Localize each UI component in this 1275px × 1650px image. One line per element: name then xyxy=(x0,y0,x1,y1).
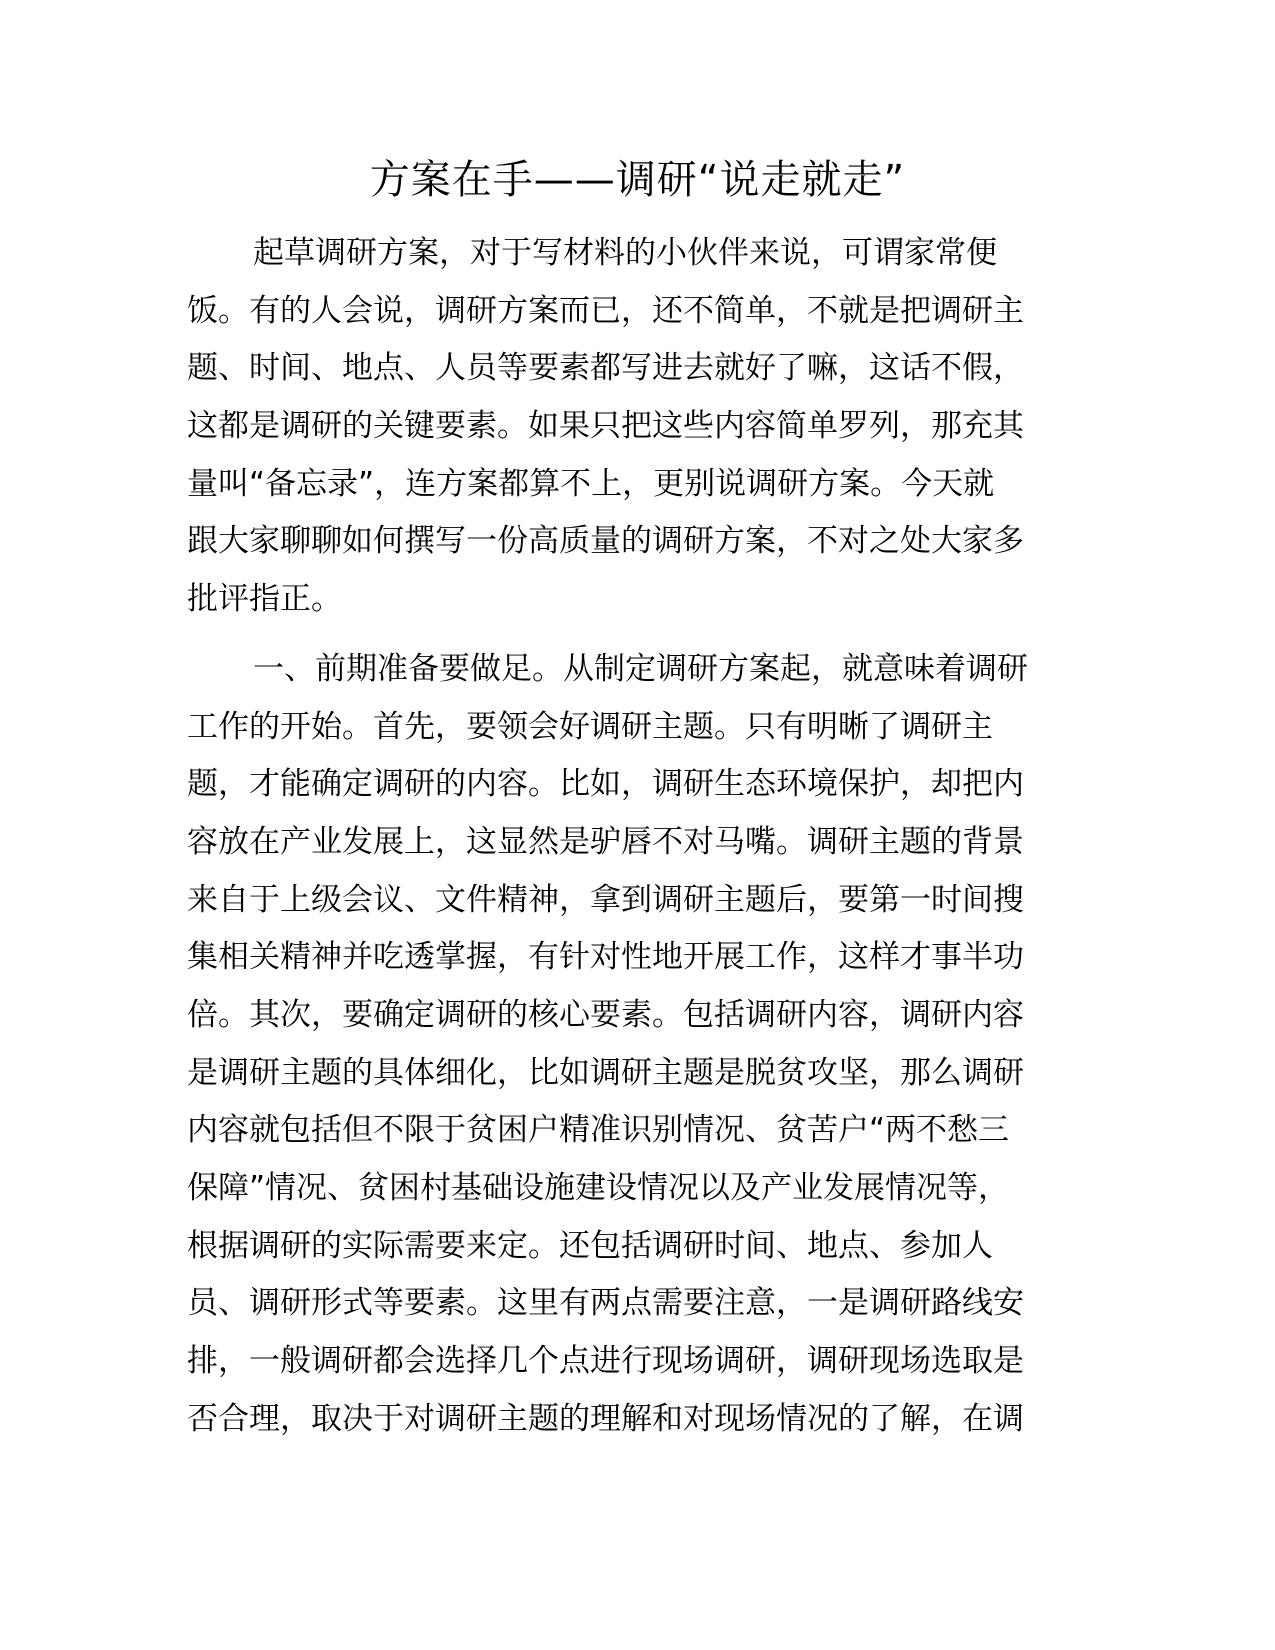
paragraph-2 xyxy=(187,641,1087,1449)
paragraph-line: 批评指正。 xyxy=(187,581,342,618)
paragraph-line: 排，一般调研都会选择几个点进行现场调研，调研现场选取是 xyxy=(187,1343,1024,1380)
paragraph-line: 量叫“备忘录”，连方案都算不上，更别说调研方案。今天就 xyxy=(187,465,995,502)
paragraph-line: 员、调研形式等要素。这里有两点需要注意，一是调研路线安 xyxy=(187,1285,1024,1322)
paragraph-1 xyxy=(187,225,1087,629)
paragraph-line: 一、前期准备要做足。从制定调研方案起，就意味着调研 xyxy=(253,650,1028,687)
paragraph-line: 题，才能确定调研的内容。比如，调研生态环境保护，却把内 xyxy=(187,766,1024,803)
paragraph-line: 工作的开始。首先，要领会好调研主题。只有明晰了调研主 xyxy=(187,708,993,745)
paragraph-line: 内容就包括但不限于贫困户精准识别情况、贫苦户“两不愁三 xyxy=(187,1112,1010,1149)
paragraph-line: 这都是调研的关键要素。如果只把这些内容简单罗列，那充其 xyxy=(187,408,1024,445)
paragraph-line: 倍。其次，要确定调研的核心要素。包括调研内容，调研内容 xyxy=(187,996,1024,1033)
paragraph-line: 起草调研方案，对于写材料的小伙伴来说，可谓家常便 xyxy=(253,235,997,271)
paragraph-line: 是调研主题的具体细化，比如调研主题是脱贫攻坚，那么调研 xyxy=(187,1054,1024,1091)
paragraph-line: 饭。有的人会说，调研方案而已，还不简单，不就是把调研主 xyxy=(187,292,1024,329)
paragraph-line: 容放在产业发展上，这显然是驴唇不对马嘴。调研主题的背景 xyxy=(187,823,1024,860)
paragraph-line: 保障”情况、贫困村基础设施建设情况以及产业发展情况等， xyxy=(187,1170,1010,1206)
paragraph-line: 根据调研的实际需要来定。还包括调研时间、地点、参加人 xyxy=(187,1227,993,1264)
document-body xyxy=(187,225,1087,1448)
paragraph-line: 否合理，取决于对调研主题的理解和对现场情况的了解，在调 xyxy=(187,1400,1024,1437)
paragraph-line: 跟大家聊聊如何撰写一份高质量的调研方案，不对之处大家多 xyxy=(187,523,1024,560)
paragraph-gap xyxy=(187,629,1087,641)
paragraph-line: 集相关精神并吃透掌握，有针对性地开展工作，这样才事半功 xyxy=(187,939,1024,976)
paragraph-line: 来自于上级会议、文件精神，拿到调研主题后，要第一时间搜 xyxy=(187,881,1024,918)
paragraph-line: 题、时间、地点、人员等要素都写进去就好了嘛，这话不假， xyxy=(187,350,1024,387)
document-title: 方案在手——调研“说走就走” xyxy=(369,157,906,203)
